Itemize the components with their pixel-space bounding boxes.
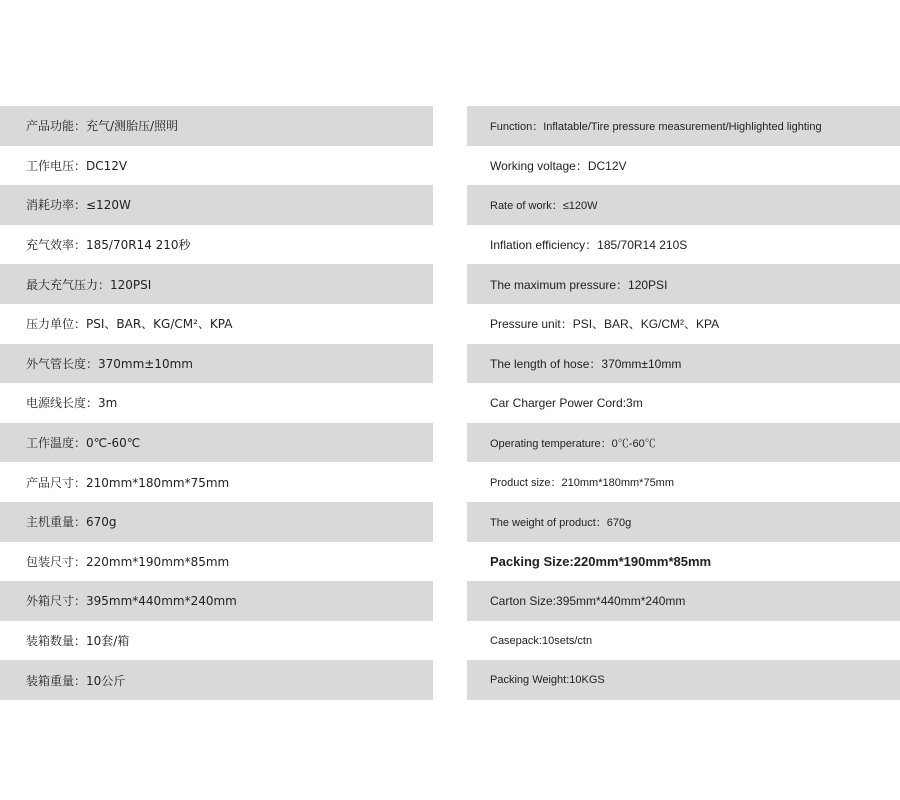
spec-cn-carton-size: 外箱尺寸：395mm*440mm*240mm [0, 581, 433, 621]
spec-en-packing-size: Packing Size:220mm*190mm*85mm [490, 553, 712, 569]
spec-cn-power: 消耗功率：≤120W [0, 185, 433, 225]
spec-cn-max-pressure: 最大充气压力：120PSI [0, 264, 433, 304]
spec-cn-efficiency: 充气效率：185/70R14 210秒 [26, 238, 191, 253]
spec-table [0, 106, 900, 700]
spec-en-casepack: Casepack:10sets/ctn [490, 634, 593, 647]
spec-en-hose-length: The length of hose：370mm±10mm [467, 344, 900, 384]
spec-cn-voltage: 工作电压：DC12V [26, 158, 128, 173]
spec-en-max-pressure: The maximum pressure：120PSI [467, 264, 900, 304]
spec-en-efficiency: Inflation efficiency：185/70R14 210S [490, 238, 688, 253]
spec-row-packing-weight [0, 660, 900, 700]
spec-en-product-size: Product size：210mm*180mm*75mm [490, 477, 675, 490]
spec-cn-packing-weight: 装箱重量：10公斤 [0, 660, 433, 700]
spec-row-function [0, 106, 900, 146]
spec-cn-packing-size: 包装尺寸：220mm*190mm*85mm [26, 554, 230, 569]
spec-en-pressure-unit: Pressure unit：PSI、BAR、KG/CM²、KPA [490, 317, 720, 332]
spec-en-function: Function：Inflatable/Tire pressure measurement/Highlighted lighting [467, 106, 900, 146]
spec-en-packing-weight: Packing Weight:10KGS [467, 660, 900, 700]
spec-row-pressure-unit [0, 304, 900, 344]
spec-cn-product-size: 产品尺寸：210mm*180mm*75mm [26, 475, 230, 490]
spec-cn-pressure-unit: 压力单位：PSI、BAR、KG/CM²、KPA [26, 317, 233, 332]
spec-cn-temperature: 工作温度：0℃-60℃ [0, 423, 433, 463]
spec-row-packing-size [0, 542, 900, 582]
spec-row-power-cord [0, 383, 900, 423]
spec-en-temperature: Operating temperature：0℃-60℃ [467, 423, 900, 463]
spec-cn-hose-length: 外气管长度：370mm±10mm [0, 344, 433, 384]
spec-cn-function: 产品功能：充气/测胎压/照明 [0, 106, 433, 146]
spec-en-power: Rate of work：≤120W [467, 185, 900, 225]
spec-row-power [0, 185, 900, 225]
spec-row-max-pressure [0, 264, 900, 304]
spec-row-efficiency [0, 225, 900, 265]
spec-en-voltage: Working voltage：DC12V [490, 158, 627, 173]
spec-en-carton-size: Carton Size:395mm*440mm*240mm [467, 581, 900, 621]
spec-en-weight: The weight of product：670g [467, 502, 900, 542]
spec-cn-casepack: 装箱数量：10套/箱 [26, 634, 130, 649]
spec-row-hose-length [0, 344, 900, 384]
spec-row-product-size [0, 462, 900, 502]
spec-cn-power-cord: 电源线长度：3m [26, 396, 118, 411]
spec-cn-weight: 主机重量：670g [0, 502, 433, 542]
spec-row-carton-size [0, 581, 900, 621]
spec-row-temperature [0, 423, 900, 463]
spec-row-casepack [0, 621, 900, 661]
spec-en-power-cord: Car Charger Power Cord:3m [490, 395, 643, 410]
spec-row-voltage [0, 146, 900, 186]
spec-row-weight [0, 502, 900, 542]
